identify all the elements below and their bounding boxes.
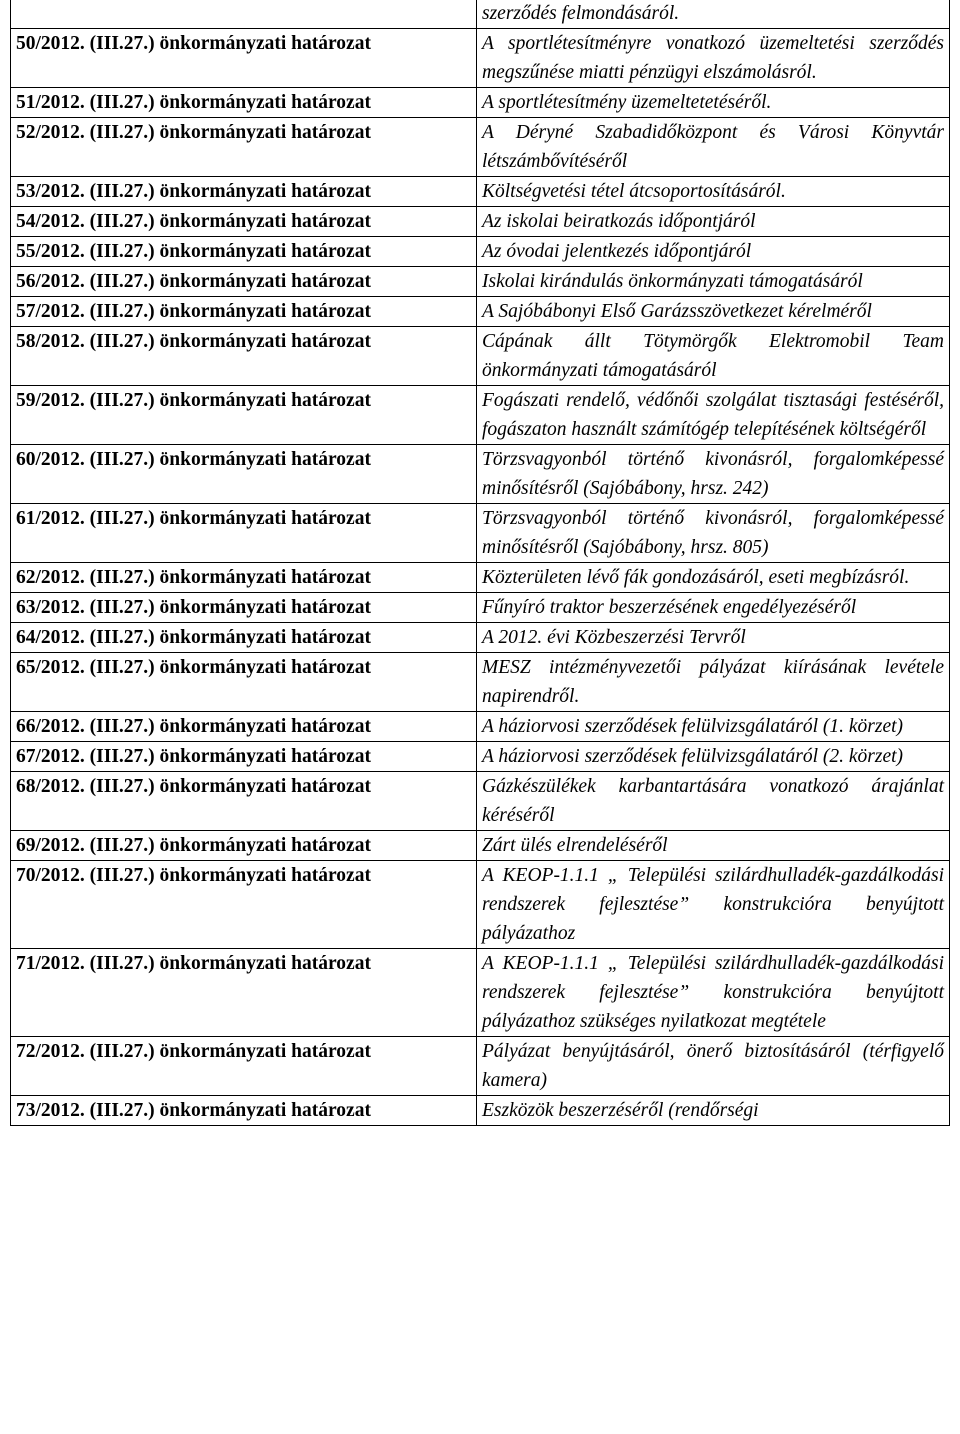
table-row xyxy=(11,1037,950,1096)
resolutions-table xyxy=(10,0,950,1126)
table-row xyxy=(11,1096,950,1126)
resolution-number: 56/2012. (III.27.) önkormányzati határozat xyxy=(11,267,477,297)
resolution-number: 52/2012. (III.27.) önkormányzati határozat xyxy=(11,118,477,177)
resolution-number: 59/2012. (III.27.) önkormányzati határozat xyxy=(11,386,477,445)
resolution-subject: A 2012. évi Közbeszerzési Tervről xyxy=(477,623,950,653)
table-row xyxy=(11,445,950,504)
resolution-number: 57/2012. (III.27.) önkormányzati határozat xyxy=(11,297,477,327)
table-row xyxy=(11,831,950,861)
table-row xyxy=(11,237,950,267)
resolution-subject: Költségvetési tétel átcsoportosításáról. xyxy=(477,177,950,207)
resolution-number: 68/2012. (III.27.) önkormányzati határozat xyxy=(11,772,477,831)
resolution-subject: szerződés felmondásáról. xyxy=(477,0,950,29)
resolution-number: 73/2012. (III.27.) önkormányzati határozat xyxy=(11,1096,477,1126)
resolution-subject: Gázkészülékek karbantartására vonatkozó árajánlat kéréséről xyxy=(477,772,950,831)
resolution-subject: Zárt ülés elrendeléséről xyxy=(477,831,950,861)
table-row xyxy=(11,949,950,1037)
resolution-subject: Közterületen lévő fák gondozásáról, eseti megbízásról. xyxy=(477,563,950,593)
resolution-subject: Törzsvagyonból történő kivonásról, forgalomképessé minősítésről (Sajóbábony, hrsz. 805) xyxy=(477,504,950,563)
table-row xyxy=(11,772,950,831)
resolution-number: 64/2012. (III.27.) önkormányzati határozat xyxy=(11,623,477,653)
table-row xyxy=(11,653,950,712)
table-row xyxy=(11,327,950,386)
table-row xyxy=(11,504,950,563)
table-row xyxy=(11,207,950,237)
resolution-number: 63/2012. (III.27.) önkormányzati határozat xyxy=(11,593,477,623)
resolution-number: 66/2012. (III.27.) önkormányzati határozat xyxy=(11,712,477,742)
resolution-number: 61/2012. (III.27.) önkormányzati határozat xyxy=(11,504,477,563)
table-row xyxy=(11,29,950,88)
table-row xyxy=(11,0,950,29)
table-row xyxy=(11,712,950,742)
table-row xyxy=(11,118,950,177)
resolution-number: 62/2012. (III.27.) önkormányzati határozat xyxy=(11,563,477,593)
resolution-number: 51/2012. (III.27.) önkormányzati határozat xyxy=(11,88,477,118)
resolution-subject: Fűnyíró traktor beszerzésének engedélyezéséről xyxy=(477,593,950,623)
resolution-subject: A Sajóbábonyi Első Garázsszövetkezet kérelméről xyxy=(477,297,950,327)
resolution-subject: A KEOP-1.1.1 „ Települési szilárdhulladék-gazdálkodási rendszerek fejlesztése” konstrukcióra benyújtott pályázathoz xyxy=(477,861,950,949)
resolution-subject: A sportlétesítmény üzemeltetetéséről. xyxy=(477,88,950,118)
table-row xyxy=(11,563,950,593)
resolution-number xyxy=(11,0,477,29)
resolution-number: 70/2012. (III.27.) önkormányzati határozat xyxy=(11,861,477,949)
resolution-subject: Pályázat benyújtásáról, önerő biztosításáról (térfigyelő kamera) xyxy=(477,1037,950,1096)
table-row xyxy=(11,88,950,118)
resolution-number: 55/2012. (III.27.) önkormányzati határozat xyxy=(11,237,477,267)
table-row xyxy=(11,297,950,327)
resolution-subject: A Déryné Szabadidőközpont és Városi Könyvtár létszámbővítéséről xyxy=(477,118,950,177)
resolution-number: 58/2012. (III.27.) önkormányzati határozat xyxy=(11,327,477,386)
resolution-subject: A KEOP-1.1.1 „ Települési szilárdhulladék-gazdálkodási rendszerek fejlesztése” konstrukcióra benyújtott pályázathoz szükséges nyilatkozat megtétele xyxy=(477,949,950,1037)
resolution-subject: MESZ intézményvezetői pályázat kiírásának levétele napirendről. xyxy=(477,653,950,712)
resolution-subject: Eszközök beszerzéséről (rendőrségi xyxy=(477,1096,950,1126)
resolution-subject: Az iskolai beiratkozás időpontjáról xyxy=(477,207,950,237)
resolution-number: 69/2012. (III.27.) önkormányzati határozat xyxy=(11,831,477,861)
table-row xyxy=(11,386,950,445)
table-row xyxy=(11,593,950,623)
table-row xyxy=(11,623,950,653)
table-row xyxy=(11,177,950,207)
resolution-subject: A háziorvosi szerződések felülvizsgálatáról (2. körzet) xyxy=(477,742,950,772)
resolution-subject: A sportlétesítményre vonatkozó üzemeltetési szerződés megszűnése miatti pénzügyi elszámolásról. xyxy=(477,29,950,88)
resolution-subject: Iskolai kirándulás önkormányzati támogatásáról xyxy=(477,267,950,297)
resolution-number: 65/2012. (III.27.) önkormányzati határozat xyxy=(11,653,477,712)
table-row xyxy=(11,861,950,949)
resolution-number: 72/2012. (III.27.) önkormányzati határozat xyxy=(11,1037,477,1096)
resolution-number: 60/2012. (III.27.) önkormányzati határozat xyxy=(11,445,477,504)
resolution-subject: Fogászati rendelő, védőnői szolgálat tisztasági festéséről, fogászaton használt számítógép telepítésének költségéről xyxy=(477,386,950,445)
resolution-number: 54/2012. (III.27.) önkormányzati határozat xyxy=(11,207,477,237)
resolutions-table-body xyxy=(11,0,950,1126)
resolution-subject: Cápának állt Tötymörgők Elektromobil Team önkormányzati támogatásáról xyxy=(477,327,950,386)
resolution-number: 67/2012. (III.27.) önkormányzati határozat xyxy=(11,742,477,772)
resolution-subject: Törzsvagyonból történő kivonásról, forgalomképessé minősítésről (Sajóbábony, hrsz. 242) xyxy=(477,445,950,504)
resolution-subject: A háziorvosi szerződések felülvizsgálatáról (1. körzet) xyxy=(477,712,950,742)
resolution-number: 71/2012. (III.27.) önkormányzati határozat xyxy=(11,949,477,1037)
table-row xyxy=(11,742,950,772)
table-row xyxy=(11,267,950,297)
resolution-number: 50/2012. (III.27.) önkormányzati határozat xyxy=(11,29,477,88)
resolution-subject: Az óvodai jelentkezés időpontjáról xyxy=(477,237,950,267)
resolution-number: 53/2012. (III.27.) önkormányzati határozat xyxy=(11,177,477,207)
